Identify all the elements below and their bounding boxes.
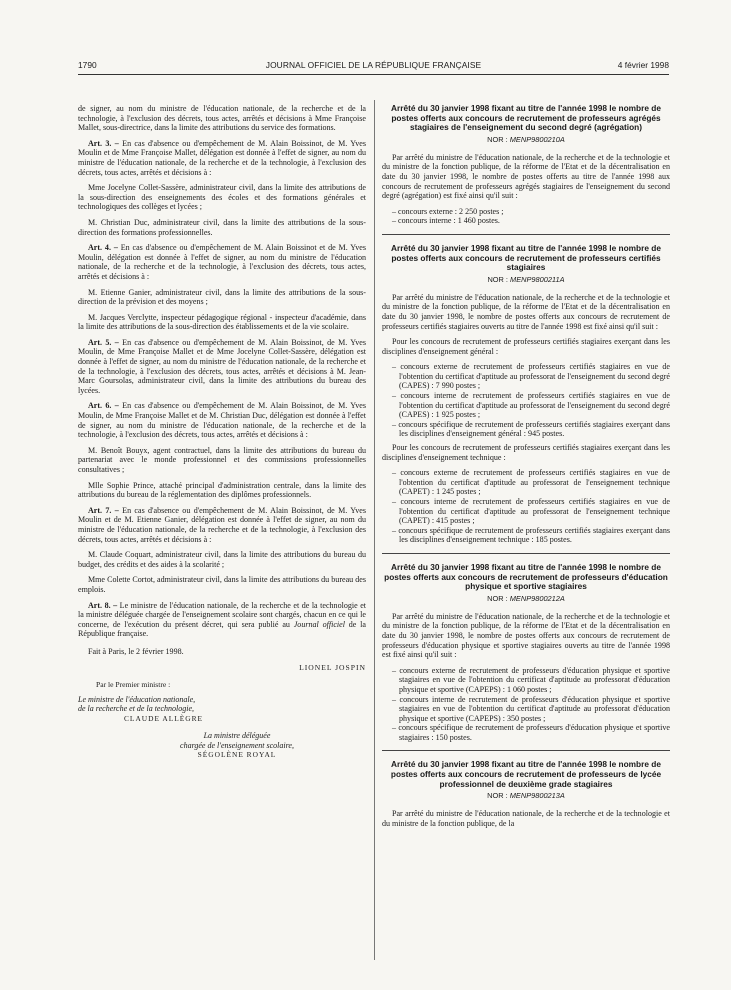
minister-delegate-title-1: La ministre déléguée [203,731,271,741]
article-6-paragraph-1: M. Benoît Bouyx, agent contractuel, dans la limite des attributions du bureau du partenariat avec le monde professionnel et des commissions professionnelles consultatives ; [78,445,366,474]
decree-certifies-technique-list [382,468,670,545]
list-item: – concours interne de recrutement de professeurs certifiés stagiaires en vue de l'obtention du certificat d'aptitude au professorat de l'enseignement du second degré (CAPES) : 1 925 postes ; [392,391,670,420]
minister-delegate-title-2: chargée de l'enseignement scolaire, [180,740,294,750]
decree-agregation [382,104,670,226]
intro-paragraph: de signer, au nom du ministre de l'éducation nationale, de la recherche et de la technologie, à l'exclusion des décrets, tous actes, arrêtés et décisions à Mme Françoise Mallet, sous-directrice, dans la limite des attributions du service des formations. [78,104,366,133]
article-4-label: Art. 4. – [88,243,118,253]
nor-label: NOR : [487,593,510,603]
decree-lycee-pro-nor [382,791,670,800]
article-6-paragraph-2: Mlle Sophie Prince, attaché principal d'administration centrale, dans la limite des attributions du bureau de la réglementation des diplômes professionnels. [78,480,366,500]
decree-certifies-general-list [382,362,670,439]
minister-delegate-name: SÉGOLÈNE ROYAL [197,750,277,760]
nor-label: NOR : [487,274,511,284]
article-7-label: Art. 7. – [88,505,119,515]
article-7-paragraph-1: M. Claude Coquart, administrateur civil, dans la limite des attributions du bureau du budget, des crédits et des aides à la scolarité ; [78,550,366,569]
decree-agregation-list [382,207,670,226]
minister-delegate-block [78,731,366,760]
par-premier-ministre: Par le Premier ministre : [96,679,171,689]
list-item: – concours spécifique de recrutement de professeurs certifiés stagiaires exerçant dans les disciplines d'enseignement général : 945 postes. [392,419,670,439]
decree-eps-text: Par arrêté du ministre de l'éducation nationale, de la recherche et de la technologie et du ministre de la fonction publique, de la réforme de l'Etat et de la décentralisation en date du 30 janvier 1998, le nombre de postes offerts aux concours de recrutement de professeurs d'éducation physique et sportive stagiaires ouverts au titre de l'année 1998 est fixé ainsi qu'il suit : [382,611,670,660]
decree-certifies-nor [382,275,670,284]
nor-code: MENP9800211A [510,274,565,284]
nor-code: MENP9800212A [509,593,565,603]
article-5-label: Art. 5. – [88,337,119,347]
decree-lycee-pro-title: Arrêté du 30 janvier 1998 fixant au titre de l'année 1998 le nombre de postes offerts aux concours de recrutement de professeurs de lycée professionnel de deuxième grade stagiaires [390,759,662,789]
decree-certifies [382,244,670,545]
minister-education-block [78,695,366,724]
page-header [78,60,669,75]
section-divider [382,234,670,235]
article-8-text-b: de la République française. [78,619,366,639]
article-8-label: Art. 8. – [88,600,118,610]
article-8 [78,601,366,639]
issue-date: 4 février 1998 [617,60,669,70]
list-item: – concours externe de recrutement de professeurs d'éducation physique et sportive stagiaires en vue de l'obtention du certificat d'aptitude au professorat d'éducation physique et sportive (CAPEPS) : 1 060 postes ; [392,665,670,694]
article-6-text: En cas d'absence ou d'empêchement de M. Alain Boissinot, de M. Yves Moulin, de Mme Françoise Mallet et de M. Christian Duc, délégation est donnée à l'effet de signer, au nom du ministre de l'éducation nationale, de la recherche et de la technologie, à l'exclusion des décrets, tous actes, arrêtés et décisions à : [78,401,366,440]
section-divider [382,750,670,751]
article-6 [78,401,366,439]
right-column [382,104,670,970]
decree-eps-title: Arrêté du 30 janvier 1998 fixant au titre de l'année 1998 le nombre de postes offerts aux concours de recrutement de professeurs d'éducation physique et sportive stagiaires [384,561,668,592]
article-4-text: En cas d'absence ou d'empêchement de M. Alain Boissinot et de M. Yves Moulin, délégation est donnée à l'effet de signer, au nom du ministre de l'éducation nationale, de la recherche et de la technologie, à l'exclusion des décrets, tous actes, arrêtés et décisions à : [78,243,366,281]
nor-label: NOR : [487,134,510,144]
minister-education-title-2: de la recherche et de la technologie, [78,704,195,714]
article-7 [78,506,366,544]
article-5-text: En cas d'absence ou d'empêchement de M. Alain Boissinot, de M. Yves Moulin, de Mme Françoise Mallet et de Mme Jocelyne Collet-Sassère, délégation est donnée à l'effet de signer, au nom du ministre de l'éducation nationale, de la recherche et de la technologie, à l'exclusion des décrets, tous actes, arrêtés et décisions à M. Jean-Marc Goursolas, administrateur civil, dans la limite des attributions du bureau des lycées. [78,337,366,395]
article-3-text: En cas d'absence ou d'empêchement de M. Alain Boissinot, de M. Yves Moulin et de Mme Françoise Mallet, délégation est donnée à l'effet de signer, au nom du ministre de l'éducation nationale, de la recherche et de la technologie, à l'exclusion des décrets, tous actes, arrêtés et décisions à : [78,138,366,177]
section-divider [382,553,670,554]
nor-code: MENP9800210A [509,134,565,144]
signature-place-date: Fait à Paris, le 2 février 1998. [88,646,184,656]
list-item: – concours interne : 1 460 postes. [392,216,500,226]
article-3 [78,139,366,177]
decree-eps-nor [382,594,670,603]
article-8-text-a: Le ministre de l'éducation nationale, de la recherche et de la technologie et la ministre déléguée chargée de l'enseignement scolaire sont chargés, chacun en ce qui le concerne, de l'exécution du présent décret, qui sera publié au [78,600,366,629]
minister-education-name: CLAUDE ALLÈGRE [124,713,204,723]
nor-code: MENP9800213A [509,791,565,801]
article-4-paragraph-2: M. Jacques Verclytte, inspecteur pédagogique régional - inspecteur d'académie, dans la limite des attributions de la sous-direction des établissements et de la vie scolaire. [78,312,366,332]
decree-certifies-technique-intro: Pour les concours de recrutement de professeurs certifiés stagiaires exerçant dans les disciplines d'enseignement technique : [382,443,670,462]
list-item: – concours externe : 2 250 postes ; [392,206,504,216]
decree-certifies-text: Par arrêté du ministre de l'éducation nationale, de la recherche et de la technologie et du ministre de la fonction publique, de la réforme de l'Etat et de la décentralisation en date du 30 janvier 1998, le nombre de postes offerts aux concours de recrutement de professeurs certifiés stagiaires ouverts au titre de l'année 1998 est fixé ainsi qu'il suit : [382,292,670,331]
article-3-paragraph-2: M. Christian Duc, administrateur civil, dans la limite des attributions de la sous-direction des formations professionnelles. [78,217,366,237]
decree-certifies-general-intro: Pour les concours de recrutement de professeurs certifiés stagiaires exerçant dans les disciplines d'enseignement général : [382,337,670,356]
left-column [78,104,366,970]
list-item: – concours spécifique de recrutement de professeurs certifiés stagiaires exerçant dans les disciplines d'enseignement technique : 185 postes. [392,525,670,545]
decree-certifies-title: Arrêté du 30 janvier 1998 fixant au titre de l'année 1998 le nombre de postes offerts aux concours de recrutement de professeurs certifiés stagiaires [391,242,661,273]
article-7-paragraph-2: Mme Colette Cortot, administrateur civil, dans la limite des attributions du bureau des emplois. [78,575,366,594]
article-4 [78,243,366,281]
nor-label: NOR : [487,791,510,801]
article-7-text: En cas d'absence ou d'empêchement de M. Alain Boissinot, de M. Yves Moulin et de M. Etienne Ganier, délégation est donnée à l'effet de signer, au nom du ministre de l'éducation nationale, de la recherche et de la technologie, à l'exclusion des décrets, tous actes, arrêtés et décisions à : [78,505,366,544]
minister-education-title-1: Le ministre de l'éducation nationale, [78,694,196,704]
article-3-paragraph-1: Mme Jocelyne Collet-Sassère, administrateur civil, dans la limite des attributions de la sous-direction des enseignements des écoles et des formations générales et technologiques des collèges et lycées ; [78,183,366,212]
article-5 [78,338,366,396]
decree-agregation-text: Par arrêté du ministre de l'éducation nationale, de la recherche et de la technologie et du ministre de la fonction publique, de la réforme de l'Etat et de la décentralisation en date du 30 janvier 1998, le nombre de postes offerts au titre de l'année 1998 aux concours de recrutement de professeurs agrégés stagiaires de l'enseignement du second degré (agrégation) est fixé ainsi qu'il suit : [382,152,670,201]
list-item: – concours externe de recrutement de professeurs certifiés stagiaires en vue de l'obtention du certificat d'aptitude au professorat de l'enseignement du second degré (CAPES) : 7 990 postes ; [392,362,670,391]
journal-title: JOURNAL OFFICIEL DE LA RÉPUBLIQUE FRANÇAISE [265,60,482,70]
column-separator [374,100,375,960]
decree-agregation-nor [382,135,670,144]
list-item: – concours interne de recrutement de professeurs d'éducation physique et sportive stagiaires en vue de l'obtention du certificat d'aptitude au professorat d'éducation physique et sportive (CAPEPS) : 350 postes ; [392,694,670,723]
article-4-paragraph-1: M. Etienne Ganier, administrateur civil, dans la limite des attributions de la sous-direction de la prévision et des moyens ; [78,287,366,307]
article-3-label: Art. 3. – [88,138,119,148]
article-6-label: Art. 6. – [88,401,119,411]
journal-officiel-ref: Journal officiel [293,619,345,629]
page-number: 1790 [78,60,97,70]
decree-lycee-pro-text: Par arrêté du ministre de l'éducation nationale, de la recherche et de la technologie et du ministre de la fonction publique, de la [382,809,670,828]
list-item: – concours spécifique de recrutement de professeurs d'éducation physique et sportive stagiaires : 150 postes. [392,723,670,742]
decree-lycee-pro [382,760,670,828]
list-item: – concours interne de recrutement de professeurs certifiés stagiaires en vue de l'obtention du certificat d'aptitude au professorat de l'enseignement technique (CAPET) : 415 postes ; [392,497,670,526]
decree-eps-list [382,666,670,743]
prime-minister-signature: LIONEL JOSPIN [299,662,366,672]
decree-agregation-title: Arrêté du 30 janvier 1998 fixant au titre de l'année 1998 le nombre de postes offerts aux concours de recrutement de professeurs agrégés stagiaires de l'enseignement du second degré (agrégation) [391,104,661,133]
decree-eps [382,563,670,743]
list-item: – concours externe de recrutement de professeurs certifiés stagiaires en vue de l'obtention du certificat d'aptitude au professorat de l'enseignement technique (CAPET) : 1 245 postes ; [392,468,670,497]
